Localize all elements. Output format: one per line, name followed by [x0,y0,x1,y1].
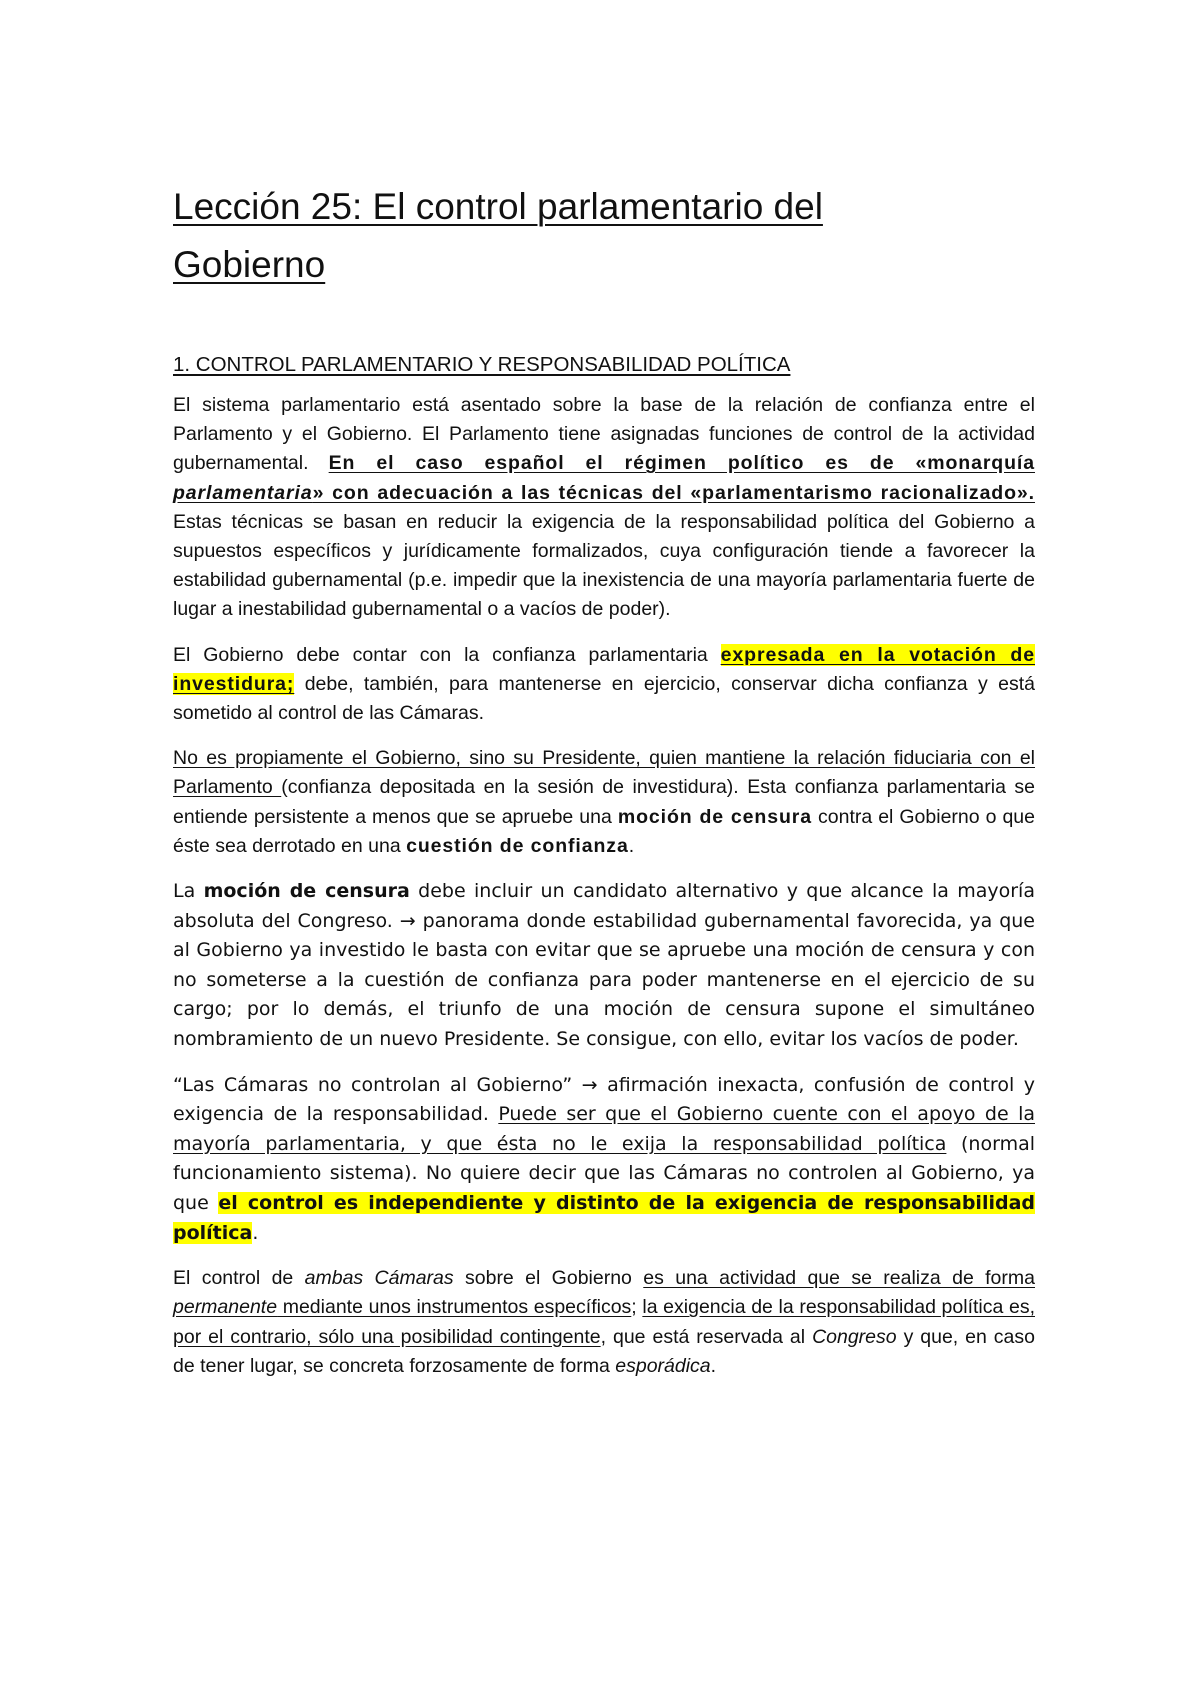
paragraph-1 [173,391,1035,625]
p3-end: . [628,834,635,857]
p6-italic-ambas: ambas Cámaras [304,1267,454,1290]
section-heading: 1. CONTROL PARLAMENTARIO Y RESPONSABILIDAD POLÍTICA [173,353,791,376]
p5-end: . [252,1221,259,1244]
p6-text-3: y que, en caso de tener lugar, se concreta forzosamente de forma [173,1325,1035,1377]
p4-rest: debe incluir un candidato alternativo y que alcance la mayoría absoluta del Congreso. → panorama donde estabilidad gubernamental favorecida, ya que al Gobierno ya investido le basta con evitar que se apruebe una moción de censura y con no someterse a la cuestión de confianza para poder mantenerse en el ejercicio de su cargo; por lo demás, el triunfo de una moción de censura supone el simultáneo nombramiento de un nuevo Presidente. Se consigue, con ello, evitar los vacíos de poder. [173,880,1035,1051]
p2-highlight-investidura: expresada en la votación de investidura; [173,643,1035,695]
p1-intro: El sistema parlamentario está asentado sobre la base de la relación de confianza entre el Parlamento y el Gobierno. El Parlamento tiene asignadas funciones de control de la actividad gubernamental. [173,394,1035,475]
p6-semicolon: ; [631,1296,643,1319]
p1-rest: Estas técnicas se basan en reducir la exigencia de la responsabilidad política del Gobierno a supuestos específicos y jurídicamente formalizados, cuya configuración tiende a favorecer la estabilidad gubernamental (p.e. impedir que la inexistencia de una mayoría parlamentaria fuerte de lugar a inestabilidad gubernamental o a vacíos de poder). [173,510,1035,621]
paragraph-5 [173,1071,1035,1249]
p5-highlight-control: el control es independiente y distinto de la exigencia de responsabilidad política [173,1191,1035,1244]
p6-italic-congreso: Congreso [812,1325,897,1348]
p3-text-2: contra el Gobierno o que éste sea derrotado en una [173,805,1035,857]
title-line-1: Lección 25: El control parlamentario del [173,186,823,227]
p6-end: . [710,1354,717,1377]
p3-bold-cuestion: cuestión de confianza [406,834,629,857]
document-body [173,178,1035,1397]
p5-text: (normal funcionamiento sistema). No quiere decir que las Cámaras no controlen al Gobierno, ya que [173,1132,1035,1214]
p1-regime-tail: » con adecuación a las técnicas del «parlamentarismo racionalizado». [312,481,1035,504]
p6-activity-tail: mediante unos instrumentos específicos [277,1296,632,1319]
p6-text-2: , que está reservada al [600,1325,813,1348]
p6-underlined-contingente: la exigencia de la responsabilidad política es, por el contrario, sólo una posibilidad contingente [173,1296,1035,1348]
title-line-2: Gobierno [173,244,326,285]
p6-text: sobre el Gobierno [453,1267,644,1290]
p2-intro: El Gobierno debe contar con la confianza parlamentaria [173,643,721,666]
p3-bold-mocion: moción de censura [617,805,813,828]
p6-intro: El control de [173,1267,305,1290]
p4-intro: La [173,880,204,903]
p5-underlined: Puede ser que el Gobierno cuente con el apoyo de la mayoría parlamentaria, y que ésta no le exija la responsabilidad política [173,1103,1035,1155]
p3-underlined: No es propiamente el Gobierno, sino su Presidente, quien mantiene la relación fiduciaria con el Parlamento [173,747,1035,799]
p6-italic-permanente: permanente [173,1296,278,1319]
p2-rest: debe, también, para mantenerse en ejercicio, conservar dicha confianza y está sometido al control de las Cámaras. [173,672,1035,725]
paragraph-6 [173,1264,1035,1381]
paragraph-2 [173,641,1035,729]
p5-intro: “Las Cámaras no controlan al Gobierno” → afirmación inexacta, confusión de control y exigencia de la responsabilidad. [173,1073,1035,1126]
p3-text: (confianza depositada en la sesión de investidura). Esta confianza parlamentaria se entiende persistente a menos que se apruebe una [173,776,1035,828]
paragraph-3 [173,744,1035,861]
page-title [173,178,1035,294]
p1-regime-text: En el caso español el régimen político es de «monarquía [328,452,1035,475]
p6-italic-esporadica: esporádica [615,1354,711,1377]
p6-activity-text: es una actividad que se realiza de forma [643,1267,1035,1290]
paragraph-4 [173,877,1035,1055]
p1-regime-italic: parlamentaria [173,481,313,504]
p4-bold-mocion: moción de censura [203,880,410,903]
